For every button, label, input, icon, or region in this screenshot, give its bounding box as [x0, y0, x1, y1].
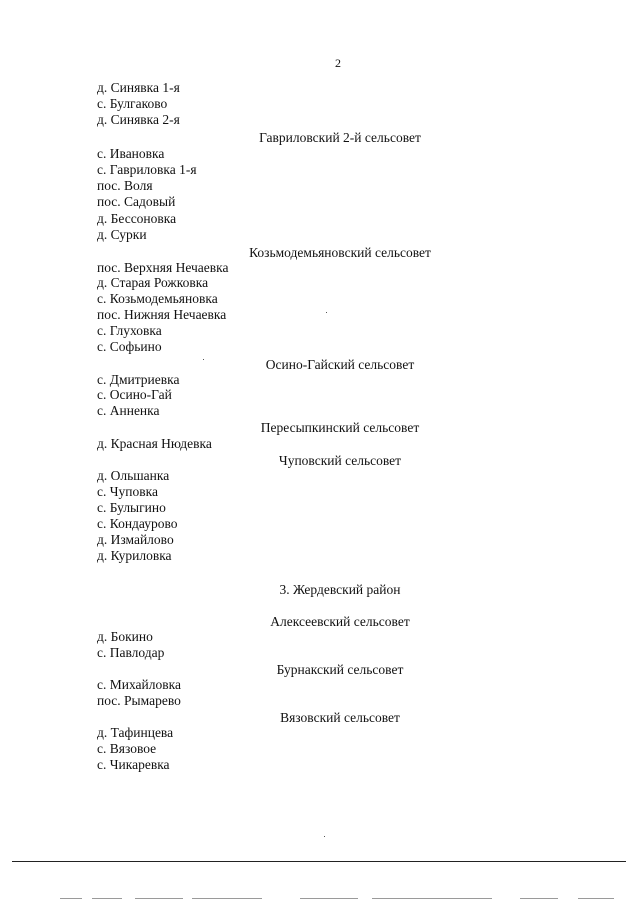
section-heading: Пересыпкинский сельсовет — [260, 420, 420, 435]
settlement-line: с. Михайловка — [97, 677, 181, 692]
settlement-line: с. Глуховка — [97, 323, 162, 338]
settlement-line: д. Измайлово — [97, 532, 174, 547]
scan-speck — [326, 312, 327, 313]
settlement-line: с. Кондаурово — [97, 516, 178, 531]
footer-residue — [135, 898, 183, 899]
section-heading: Бурнакский сельсовет — [276, 662, 404, 677]
footer-residue — [192, 898, 262, 899]
settlement-line: с. Гавриловка 1-я — [97, 162, 197, 177]
settlement-line: с. Чикаревка — [97, 757, 170, 772]
district-heading: 3. Жердевский район — [279, 582, 401, 597]
settlement-line: д. Старая Рожковка — [97, 275, 209, 290]
settlement-line: с. Анненка — [97, 403, 160, 418]
settlement-line: д. Синявка 2-я — [97, 112, 180, 127]
settlement-line: с. Чуповка — [97, 484, 158, 499]
settlement-line: пос. Нижняя Нечаевка — [97, 307, 227, 322]
settlement-line: д. Бокино — [97, 629, 153, 644]
settlement-line: д. Бессоновка — [97, 211, 177, 226]
scan-speck — [203, 359, 204, 360]
settlement-line: пос. Рымарево — [97, 693, 181, 708]
settlement-line: пос. Воля — [97, 178, 153, 193]
scan-speck — [324, 836, 325, 837]
settlement-line: пос. Верхняя Нечаевка — [97, 260, 229, 275]
settlement-line: д. Куриловка — [97, 548, 172, 563]
footer-residue — [372, 898, 492, 899]
settlement-line: пос. Садовый — [97, 194, 176, 209]
section-heading: Гавриловский 2-й сельсовет — [259, 130, 421, 145]
settlement-line: с. Павлодар — [97, 645, 165, 660]
settlement-line: с. Ивановка — [97, 146, 165, 161]
settlement-line: д. Ольшанка — [97, 468, 170, 483]
section-heading: Алексеевский сельсовет — [270, 614, 410, 629]
section-heading: Чуповский сельсовет — [278, 453, 402, 468]
settlement-line: с. Булгаково — [97, 96, 168, 111]
settlement-line: д. Синявка 1-я — [97, 80, 180, 95]
settlement-line: с. Осино-Гай — [97, 387, 172, 402]
settlement-line: д. Красная Нюдевка — [97, 436, 212, 451]
footer-residue — [60, 898, 82, 899]
settlement-line: д. Тафинцева — [97, 725, 174, 740]
settlement-line: с. Дмитриевка — [97, 372, 180, 387]
settlement-line: с. Вязовое — [97, 741, 157, 756]
settlement-line: с. Софьино — [97, 339, 162, 354]
footer-residue — [578, 898, 614, 899]
footer-residue — [92, 898, 122, 899]
footer-residue — [300, 898, 358, 899]
settlement-line: с. Козьмодемьяновка — [97, 291, 218, 306]
page-number: 2 — [335, 56, 341, 70]
footer-residue — [520, 898, 558, 899]
section-heading: Вязовский сельсовет — [280, 710, 400, 725]
footer-rule — [12, 861, 626, 862]
section-heading: Осино-Гайский сельсовет — [265, 357, 415, 372]
section-heading: Козьмодемьяновский сельсовет — [249, 245, 431, 260]
settlement-line: д. Сурки — [97, 227, 147, 242]
settlement-line: с. Булыгино — [97, 500, 166, 515]
